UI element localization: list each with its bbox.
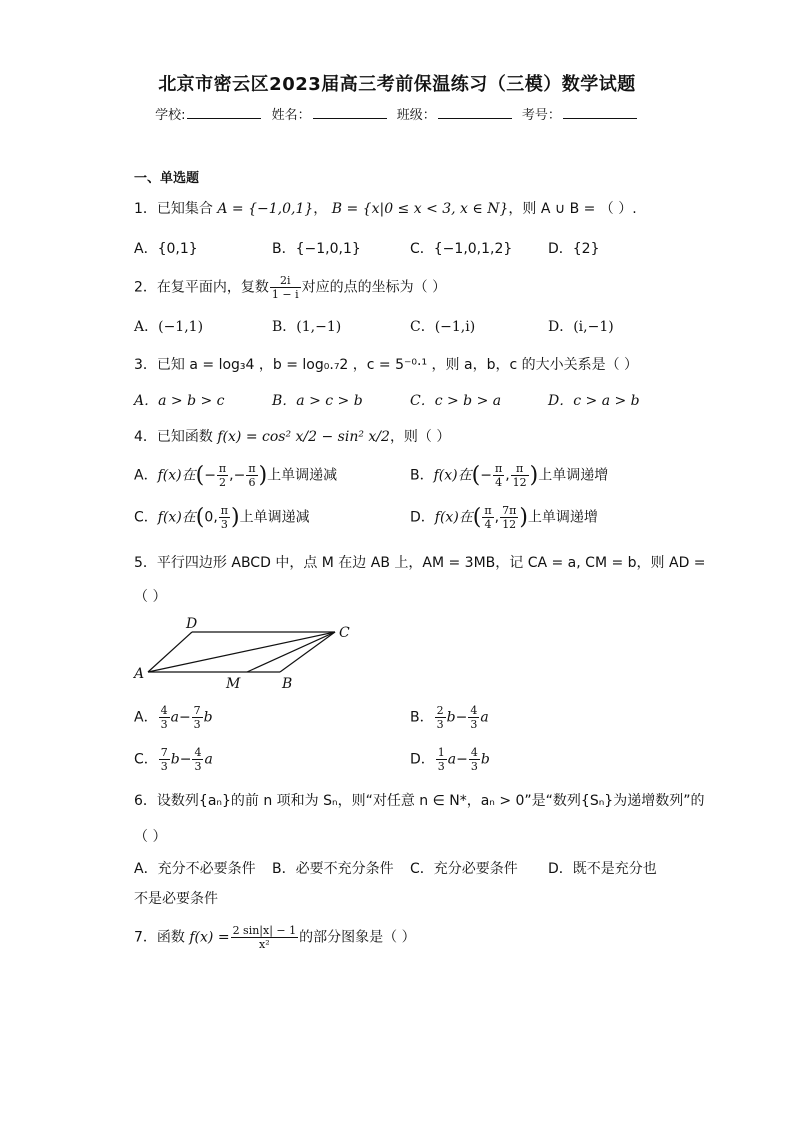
question-number: 5． <box>134 555 157 571</box>
question-text: 平行四边形 ABCD 中，点 M 在边 AB 上，AM = 3MB，记 CA = a, CM = b，则 AD = <box>156 555 706 571</box>
operator: − <box>455 709 468 726</box>
upper-denominator: 3 <box>220 518 228 531</box>
coefficient-2 <box>192 746 203 773</box>
numerator: 7 <box>193 704 201 717</box>
segment-mc <box>247 632 335 672</box>
q4-option-c[interactable]: C．f(x)在(0, $\frac{\pi}{3}$ )上单调递减 <box>134 504 310 531</box>
fraction-denominator: x² <box>259 938 270 951</box>
q6-option-b[interactable]: B．必要不充分条件 <box>272 861 394 877</box>
denominator: 3 <box>160 718 168 731</box>
fraction-numerator: 2i <box>270 274 301 288</box>
denominator: 3 <box>193 718 201 731</box>
denominator: 3 <box>436 718 444 731</box>
question-text: 已知函数 <box>156 429 213 445</box>
upper-bound <box>511 462 529 489</box>
question-3 <box>134 354 638 374</box>
set-b: B = {x|0 ≤ x < 3, x ∈ N} <box>331 201 509 217</box>
lower-bound <box>482 504 493 531</box>
upper-sign: − <box>233 467 246 484</box>
lower-denominator: 4 <box>484 518 492 531</box>
vector-1: b <box>446 709 456 726</box>
coefficient-2 <box>468 704 479 731</box>
lower-bound-zero: 0 <box>204 509 214 526</box>
lower-sign: − <box>204 467 216 484</box>
upper-denominator: 12 <box>512 476 527 489</box>
question-number: 2． <box>134 279 157 296</box>
option-prefix: f(x)在 <box>157 467 196 484</box>
q4-option-b[interactable]: B．f(x)在(− $\frac{\pi}{4}$ , $\frac{\pi}{12}$ )上单调递增 <box>410 462 609 489</box>
option-letter: C． <box>134 509 158 526</box>
vector-1: a <box>447 751 457 768</box>
option-letter: B． <box>410 709 434 726</box>
coefficient-1 <box>435 704 446 731</box>
exam-number-label: 考号： <box>521 108 561 123</box>
coefficient-1 <box>436 746 447 773</box>
edge-ad <box>148 632 192 672</box>
label-d: D <box>186 616 198 632</box>
numerator: 4 <box>470 746 478 759</box>
question-1: 1．已知集合 A = {−1,0,1}， B = {x|0 ≤ x < 3, x ∈ N}，则 A ∪ B = （ ）. <box>134 201 637 217</box>
coefficient-1 <box>159 704 170 731</box>
vector-2: a <box>204 751 213 768</box>
numerator: 7 <box>160 746 168 759</box>
option-prefix: f(x)在 <box>157 509 196 526</box>
close-paren: ) <box>258 463 268 488</box>
label-m: M <box>226 676 241 692</box>
close-paren: ) <box>529 463 539 488</box>
open-paren: ( <box>471 463 481 488</box>
option-letter: A． <box>134 709 158 726</box>
question-2 <box>134 274 446 301</box>
question-6 <box>134 790 704 810</box>
question-number: 3． <box>134 357 157 373</box>
lower-denominator: 2 <box>219 476 227 489</box>
question-tail: ，则 A ∪ B = （ ）. <box>508 201 637 217</box>
page-title: 北京市密云区2023届高三考前保温练习（三模）数学试题 <box>158 74 636 95</box>
q4-option-d[interactable]: D．f(x)在( $\frac{\pi}{4}$ , $\frac{7\pi}{12}$ )上单调递增 <box>410 504 598 531</box>
upper-numerator: π <box>220 504 228 517</box>
question-tail: 对应的点的坐标为（ ） <box>301 279 447 296</box>
q3-option-c[interactable]: C．c > b > a <box>410 393 502 409</box>
numerator: 2 <box>436 704 444 717</box>
lower-bound <box>217 462 228 489</box>
label-a: A <box>134 666 145 682</box>
numerator: 4 <box>470 704 478 717</box>
vector-1: b <box>170 751 180 768</box>
operator: − <box>178 709 191 726</box>
vector-2: b <box>480 751 490 768</box>
option-prefix: f(x)在 <box>433 467 472 484</box>
lower-numerator: π <box>218 462 227 475</box>
question-tail: 的部分图象是（ ） <box>299 929 416 946</box>
upper-numerator: π <box>248 462 256 475</box>
open-paren: ( <box>195 463 205 488</box>
q3-option-a[interactable]: A．a > b > c <box>134 393 225 409</box>
question-text: 已知 a = log₃4 ，b = log₀.₇2 ，c = 5⁻⁰·¹ ，则 a，b，c 的大小关系是（ ） <box>156 357 639 373</box>
q1-option-d[interactable]: D．{2} <box>548 241 600 257</box>
q6-option-a[interactable]: A．充分不必要条件 <box>134 861 256 877</box>
lower-numerator: π <box>484 504 492 517</box>
q5-option-b[interactable] <box>410 704 489 731</box>
class-label: 班级： <box>396 108 436 123</box>
q6-option-d-continued[interactable]: 不是必要条件 <box>134 891 218 907</box>
q5-option-d[interactable] <box>410 746 490 773</box>
option-suffix: 上单调递增 <box>538 467 609 484</box>
denominator: 3 <box>470 718 478 731</box>
lower-bound <box>493 462 504 489</box>
label-c: C <box>339 625 350 641</box>
question-4 <box>134 426 450 446</box>
q2-option-b[interactable]: B．(1,−1) <box>272 319 342 335</box>
numerator: 1 <box>437 746 445 759</box>
numerator: 4 <box>194 746 202 759</box>
upper-denominator: 12 <box>502 518 517 531</box>
option-letter: B． <box>410 467 434 484</box>
question-number: 7． <box>134 929 157 946</box>
vector-2: a <box>480 709 489 726</box>
denominator: 3 <box>470 760 478 773</box>
upper-bound <box>219 504 230 531</box>
fraction-denominator: 1 − i <box>271 288 299 301</box>
question-text: 在复平面内，复数 <box>156 279 269 296</box>
q3-option-b[interactable]: B．a > c > b <box>272 393 363 409</box>
complex-fraction <box>270 274 301 301</box>
denominator: 3 <box>437 760 445 773</box>
vector-2: b <box>203 709 213 726</box>
coefficient-2 <box>192 704 203 731</box>
upper-denominator: 6 <box>248 476 256 489</box>
class-field[interactable] <box>438 106 512 119</box>
q2-option-a[interactable]: A．(−1,1) <box>134 319 204 335</box>
upper-numerator: 7π <box>502 504 517 517</box>
lower-sign: − <box>480 467 492 484</box>
upper-bound <box>246 462 257 489</box>
numerator: 4 <box>160 704 168 717</box>
upper-bound <box>500 504 518 531</box>
q2-option-d[interactable]: D．(i,−1) <box>548 319 614 335</box>
question-tail: ，则（ ） <box>389 429 451 445</box>
q1-option-c[interactable]: C．{−1,0,1,2} <box>410 241 513 257</box>
option-suffix: 上单调递增 <box>527 509 598 526</box>
operator: − <box>179 751 192 768</box>
exam-number-field[interactable] <box>563 106 637 119</box>
question-number: 4． <box>134 429 157 445</box>
denominator: 3 <box>194 760 202 773</box>
option-suffix: 上单调递减 <box>267 467 338 484</box>
question-text: 已知集合 <box>156 201 213 217</box>
q5-option-c[interactable] <box>134 746 213 773</box>
set-a: A = {−1,0,1} <box>217 201 314 217</box>
q4-option-a[interactable]: A．f(x)在(− $\frac{\pi}{2}$ ,− $\frac{\pi}{6}$ )上单调递减 <box>134 462 338 489</box>
coefficient-2 <box>469 746 480 773</box>
q6-option-d[interactable]: D．既不是充分也 <box>548 861 657 877</box>
label-b: B <box>282 676 293 692</box>
question-text: 函数 <box>156 929 185 946</box>
question-text: 设数列{aₙ}的前 n 项和为 Sₙ，则“对任意 n ∈ N*，aₙ > 0”是“数列{Sₙ}为递增数列”的 <box>156 793 705 809</box>
question-number: 1． <box>134 201 157 217</box>
option-suffix: 上单调递减 <box>239 509 310 526</box>
lower-denominator: 4 <box>495 476 503 489</box>
open-paren: ( <box>195 505 205 530</box>
student-info-row <box>0 104 794 123</box>
school-label: 学校: <box>155 108 186 123</box>
section-heading: 一、单选题 <box>134 171 200 186</box>
close-paren: ) <box>231 505 240 530</box>
question-5-paren: （ ） <box>134 589 167 605</box>
question-6-paren: （ ） <box>134 829 167 845</box>
q1-option-a[interactable]: A．{0,1} <box>134 241 198 257</box>
name-field[interactable] <box>313 106 387 119</box>
function-definition: f(x) = cos² x/2 − sin² x/2 <box>217 429 390 445</box>
q2-option-c[interactable]: C．(−1,i) <box>410 319 476 335</box>
option-letter: C． <box>134 751 158 768</box>
question-number: 6． <box>134 793 157 809</box>
close-paren: ) <box>519 505 528 530</box>
question-5 <box>134 552 706 572</box>
fraction-numerator: 2 sin|x| − 1 <box>232 924 297 937</box>
question-7 <box>134 924 416 951</box>
option-prefix: f(x)在 <box>434 509 473 526</box>
open-paren: ( <box>472 505 482 530</box>
q3-option-d[interactable]: D．c > a > b <box>548 393 640 409</box>
q1-option-b[interactable]: B．{−1,0,1} <box>272 241 361 257</box>
upper-numerator: π <box>511 462 529 476</box>
option-letter: D． <box>410 509 435 526</box>
school-field[interactable] <box>187 106 261 119</box>
option-letter: D． <box>410 751 435 768</box>
lower-numerator: π <box>494 462 503 475</box>
function-fraction <box>231 924 299 951</box>
vector-1: a <box>170 709 179 726</box>
option-letter: A． <box>134 467 158 484</box>
operator: − <box>456 751 468 768</box>
q5-option-a[interactable] <box>134 704 213 731</box>
name-label: 姓名： <box>271 108 311 123</box>
coefficient-1 <box>159 746 170 773</box>
parallelogram-figure <box>130 612 370 692</box>
function-lhs: f(x) = <box>189 929 230 946</box>
q6-option-c[interactable]: C．充分必要条件 <box>410 861 518 877</box>
denominator: 3 <box>160 760 168 773</box>
